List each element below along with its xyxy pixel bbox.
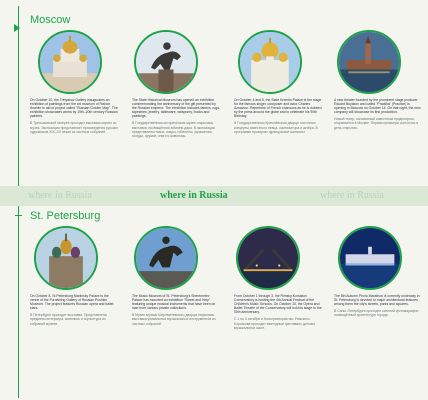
church-domes-icon <box>34 226 98 290</box>
rail-tick <box>15 215 22 216</box>
article-text-ru: С 1 по 3 октября в Консерватории им. Римского-Корсакова проходит ежегодный фестиваль детских музыкальных школ. <box>234 317 316 330</box>
drawbridge-icon <box>236 226 300 290</box>
band-ghost-right: where in Russia <box>320 190 384 201</box>
rail-arrow-icon <box>14 24 20 32</box>
city-heading-moscow: Moscow <box>30 14 71 26</box>
city-heading-st-petersburg: St. Petersburg <box>30 210 101 222</box>
river-skyline-icon <box>337 30 401 94</box>
band-title: where in Russia <box>160 190 228 201</box>
winter-palace-icon <box>338 226 402 290</box>
article-text-ru: Новый театр, основанный известным продюсером, открывается в Москве. Первая премьера состоится в день открытия. <box>334 117 419 130</box>
spb-article-1 <box>30 294 118 329</box>
moscow-article-4 <box>334 98 422 133</box>
moscow-article-3 <box>234 98 322 137</box>
bronze-horseman-icon <box>134 226 198 290</box>
article-text-en: On October 4 and 5, the State Kremlin Palace is the stage for the famous singer, composer and actor Charles Aznavour. Repertoire of French chansons as he is dubbed by the press around the globe and to celebrate his 90th Birthday. <box>234 98 322 119</box>
article-text-ru: В Музее музыки Шереметевского дворца открылась выставка уникальных музыкальных инструментов из частных собраний. <box>132 313 216 326</box>
article-text-ru: В Санкт-Петербурге проходит осенний фотомарафон, посвящённый архитектуре города. <box>334 309 420 318</box>
spb-article-2 <box>132 294 220 329</box>
article-text-en: The Music Museum of St. Petersburg's Sheremetev Palace has mounted an exhibition "Sweet and Help" featuring unique musical instruments that have been on loan from various private collections. <box>132 294 216 311</box>
article-text-en: On October 8, St Petersburg Mariinsky Palace is the venue of the Furnishing Gallery of Russian Pushkin Museum. The project features Russian opera and ballet stars. <box>30 294 114 311</box>
article-text-ru: В Петербурге проходит выставка. Представлены предметы интерьера, живопись и скульптура из собраний музеев. <box>30 313 108 326</box>
kremlin-cathedral-icon <box>238 30 302 94</box>
moscow-article-1 <box>30 98 118 137</box>
article-text-ru: В Государственном историческом музее открылась выставка, посвящённая юбилею дара. В экспозиции представлены ткани, ковры, гобелены, украшения, посуда, оружие, книги и живопись. <box>132 121 215 138</box>
spb-article-4 <box>334 294 422 320</box>
band-ghost-left: where in Russia <box>28 190 92 201</box>
article-text-en: From October 1 through 3, the Rimsky-Korsakov Conservatory is hosting the 4th Annual Festival of the Children's Music Schools. On October 10, the Opera and Ballet Theatre of the Conservatory will hold its stage to the 50th anniversary. <box>234 294 322 315</box>
moscow-article-2 <box>132 98 220 141</box>
article-text-en: On October 10, the Tretyakov Gallery inaugurates an exhibition of paintings from the art museum of Rishon Ibrahim in aid of project called "Russian Golden Map". The exhibition showcases works by 19th–20th century Russian painters. <box>30 98 118 119</box>
spb-article-3 <box>234 294 322 333</box>
article-text-ru: В Государственном Кремлёвском дворце состоятся концерты известного певца, композитора и актёра. В программе прозвучат французские шансоны. <box>234 121 318 134</box>
article-text-en: A new theater founded by the prominent stage producer Eduard Boyakov and called "Practika" (Practice) is opening in Moscow on October 14. On that night, the new company will showcase its first production. <box>334 98 421 115</box>
article-text-en: The State Historical Museum has opened an exhibition commemorating the anniversary of the gift presented by the Russian emperor. The exhibition includes fabrics, rugs, tapestries, jewelry, tableware, weaponry, books and paintings. <box>132 98 220 119</box>
cathedral-icon <box>38 30 102 94</box>
article-text-en: The 8th Autumn Photo Marathon is currently underway in St. Petersburg is devoted to major architectural features among them the city's streets, parks and squares. <box>334 294 420 307</box>
article-text-ru: В Третьяковской галерее проходит выставка картин из музея. Экспозиция представляет произведения русских художников XIX–XX веков из частных собраний. <box>30 121 119 134</box>
equestrian-statue-icon <box>134 30 198 94</box>
